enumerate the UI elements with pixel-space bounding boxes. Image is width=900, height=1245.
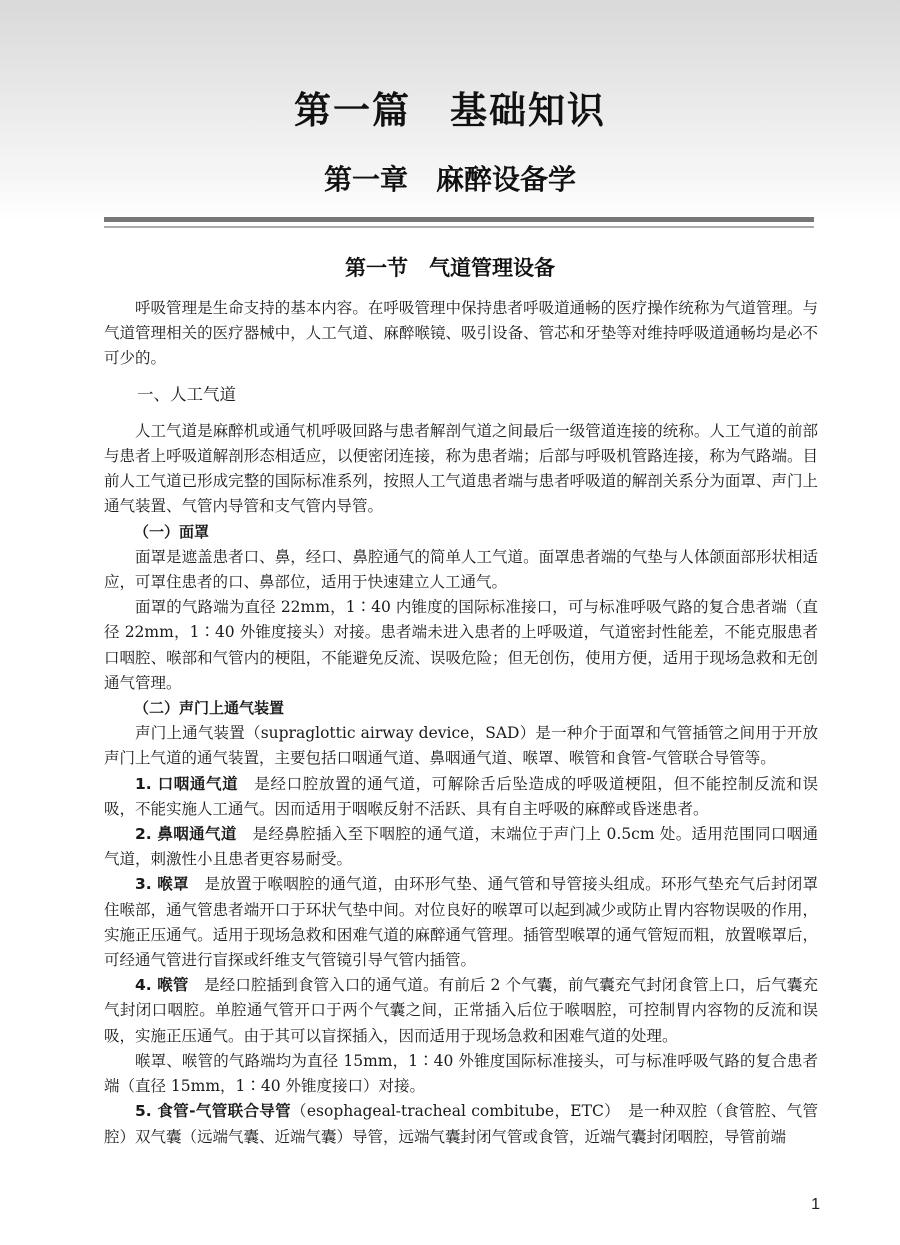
heading-artificial-airway: 一、人工气道 bbox=[137, 384, 236, 404]
heading-face-mask: （一）面罩 bbox=[134, 522, 210, 541]
part-title: 第一篇 基础知识 bbox=[294, 89, 606, 132]
chapter-title: 第一章 麻醉设备学 bbox=[323, 163, 576, 196]
item-text: 是经口腔插到食管入口的通气道。有前后 2 个气囊，前气囊充气封闭食管上口，后气囊充气封闭口咽腔。单腔通气管开口于两个气囊之间，正常插入后位于喉咽腔，可控制胃内容物的反流和误吸，实施正压通气。由于其可以盲探插入，因而适用于现场急救和困难气道的处理。 bbox=[104, 976, 818, 1045]
item-label: 5. 食管-气管联合导管 bbox=[135, 1102, 292, 1121]
item-label: 3. 喉罩 bbox=[135, 875, 189, 894]
item-label: 2. 鼻咽通气道 bbox=[135, 825, 237, 844]
item-text: 是经鼻腔插入至下咽腔的通气道，末端位于声门上 0.5cm 处。适用范围同口咽通气道，刺激性小且患者更容易耐受。 bbox=[104, 825, 818, 869]
face-mask-paragraph-1: 面罩是遮盖患者口、鼻，经口、鼻腔通气的简单人工气道。面罩患者端的气垫与人体颌面部形状相适应，可罩住患者的口、鼻部位，适用于快速建立人工通气。 bbox=[104, 547, 818, 592]
list-item bbox=[104, 973, 818, 1049]
header-rule-thin bbox=[104, 226, 814, 228]
item-label: 4. 喉管 bbox=[135, 976, 189, 995]
intro-paragraph: 呼吸管理是生命支持的基本内容。在呼吸管理中保持患者呼吸道通畅的医疗操作统称为气道管理。与气道管理相关的医疗器械中，人工气道、麻醉喉镜、吸引设备、管芯和牙垫等对维持呼吸道通畅均是必不可少的。 bbox=[104, 299, 818, 368]
list-item bbox=[104, 822, 818, 872]
page-number: 1 bbox=[811, 1196, 820, 1213]
section-title: 第一节 气道管理设备 bbox=[345, 256, 555, 280]
list-item bbox=[104, 772, 818, 822]
list-item bbox=[104, 1099, 818, 1149]
item-text: （esophageal-tracheal combitube，ETC） 是一种双腔（食管腔、气管腔）双气囊（远端气囊、近端气囊）导管，远端气囊封闭气管或食管，近端气囊封闭咽腔，导管前端 bbox=[104, 1102, 818, 1146]
sad-intro-paragraph: 声门上通气装置（supraglottic airway device，SAD）是一种介于面罩和气管插管之间用于开放声门上气道的通气装置，主要包括口咽通气道、鼻咽通气道、喉罩、喉管和食管-气管联合导管等。 bbox=[104, 724, 818, 768]
header-rule bbox=[104, 217, 814, 222]
face-mask-paragraph-2: 面罩的气路端为直径 22mm，1∶40 内锥度的国际标准接口，可与标准呼吸气路的复合患者端（直径 22mm，1∶40 外锥度接头）对接。患者端未进入患者的上呼吸道，气道密封性能差，不能克服患者口咽腔、喉部和气管内的梗阻，不能避免反流、误吸危险；但无创伤，使用方便，适用于现场急救和无创通气管理。 bbox=[104, 598, 818, 692]
list-item bbox=[104, 872, 818, 973]
item-text: 是经口腔放置的通气道，可解除舌后坠造成的呼吸道梗阻，但不能控制反流和误吸，不能实施人工通气。因而适用于咽喉反射不活跃、具有自主呼吸的麻醉或昏迷患者。 bbox=[104, 774, 818, 818]
heading-sad: （二）声门上通气装置 bbox=[134, 699, 285, 718]
item-label: 1. 口咽通气道 bbox=[135, 774, 239, 793]
artificial-airway-paragraph: 人工气道是麻醉机或通气机呼吸回路与患者解剖气道之间最后一级管道连接的统称。人工气道的前部与患者上呼吸道解剖形态相适应，以便密闭连接，称为患者端；后部与呼吸机管路连接，称为气路端。目前人工气道已形成完整的国际标准系列，按照人工气道患者端与患者呼吸道的解剖关系分为面罩、声门上通气装置、气管内导管和支气管内导管。 bbox=[104, 421, 818, 516]
item-text: 是放置于喉咽腔的通气道，由环形气垫、通气管和导管接头组成。环形气垫充气后封闭罩住喉部，通气管患者端开口于环状气垫中间。对位良好的喉罩可以起到减少或防止胃内容物误吸的作用，实施正压通气。适用于现场急救和困难气道的麻醉通气管理。插管型喉罩的通气管短而粗，放置喉罩后，可经通气管进行盲探或纤维支气管镜引导气管内插管。 bbox=[104, 875, 818, 970]
connector-paragraph: 喉罩、喉管的气路端均为直径 15mm，1∶40 外锥度国际标准接头，可与标准呼吸气路的复合患者端（直径 15mm，1∶40 外锥度接口）对接。 bbox=[104, 1051, 818, 1096]
body-text bbox=[104, 296, 818, 1150]
